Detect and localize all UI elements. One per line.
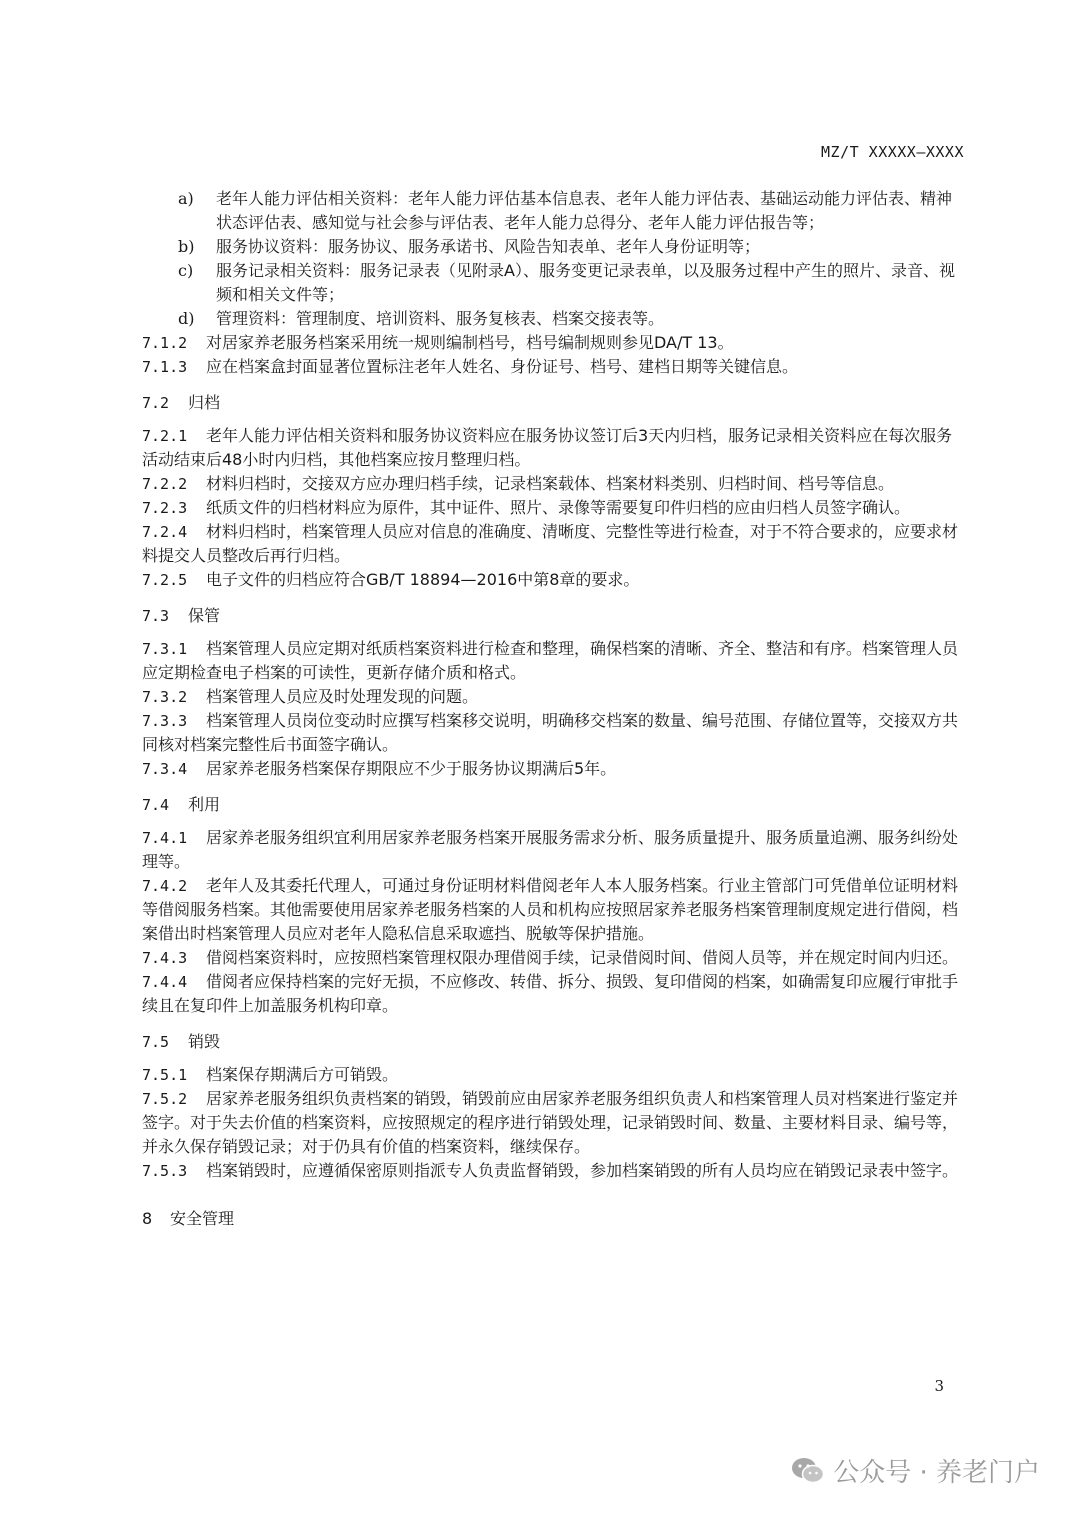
clause-text: 借阅者应保持档案的完好无损，不应修改、转借、拆分、损毁、复印借阅的档案，如确需复印应履行审批手续且在复印件上加盖服务机构印章。: [142, 972, 959, 1015]
document-body: [142, 187, 964, 1231]
clause-text: 档案销毁时，应遵循保密原则指派专人负责监督销毁，参加档案销毁的所有人员均应在销毁记录表中签字。: [206, 1161, 959, 1180]
clause-text: 老年人能力评估相关资料和服务协议资料应在服务协议签订后3天内归档，服务记录相关资料应在每次服务活动结束后48小时内归档，其他档案应按月整理归档。: [142, 426, 953, 469]
chapter-heading-8: [142, 1207, 964, 1231]
clause-text: 应在档案盒封面显著位置标注老年人姓名、身份证号、档号、建档日期等关键信息。: [206, 357, 799, 376]
section-number: 7.2: [142, 394, 170, 412]
clause: [142, 709, 964, 757]
list-item: [142, 259, 964, 307]
clause-text: 档案管理人员应及时处理发现的问题。: [206, 687, 479, 706]
list-marker: c): [178, 261, 194, 280]
clause-number: 7.5.3: [142, 1162, 188, 1180]
clause: [142, 826, 964, 874]
clause: [142, 424, 964, 472]
clause-number: 7.3.4: [142, 760, 188, 778]
clause: [142, 757, 964, 781]
section-title: 归档: [188, 393, 221, 412]
clause-text: 居家养老服务组织宜利用居家养老服务档案开展服务需求分析、服务质量提升、服务质量追溯、服务纠纷处理等。: [142, 828, 959, 871]
clause: [142, 568, 964, 592]
section-heading-7-5: [142, 1030, 964, 1054]
clause-number: 7.2.2: [142, 475, 188, 493]
watermark-text: 公众号 · 养老门户: [833, 1458, 1040, 1488]
section-number: 7.3: [142, 607, 170, 625]
clause-number: 7.2.1: [142, 427, 188, 445]
clause: [142, 1087, 964, 1159]
clause: [142, 520, 964, 568]
clause-text: 材料归档时，档案管理人员应对信息的准确度、清晰度、完整性等进行检查，对于不符合要求的，应要求材料提交人员整改后再行归档。: [142, 522, 959, 565]
document-code: MZ/T XXXXX—XXXX: [821, 143, 964, 161]
section-title: 销毁: [188, 1032, 221, 1051]
watermark: [791, 1452, 1040, 1489]
clause-text: 借阅档案资料时，应按照档案管理权限办理借阅手续，记录借阅时间、借阅人员等，并在规定时间内归还。: [206, 948, 959, 967]
clause-number: 7.3.2: [142, 688, 188, 706]
clause-text: 老年人及其委托代理人，可通过身份证明材料借阅老年人本人服务档案。行业主管部门可凭借单位证明材料等借阅服务档案。其他需要使用居家养老服务档案的人员和机构应按照居家养老服务档案管理制度规定进行借阅，档案借出时档案管理人员应对老年人隐私信息采取遮挡、脱敏等保护措施。: [142, 876, 959, 943]
list-text: 服务协议资料：服务协议、服务承诺书、风险告知表单、老年人身份证明等；: [216, 237, 761, 256]
section-title: 利用: [188, 795, 221, 814]
page-number: 3: [934, 1377, 944, 1395]
clause-text: 电子文件的归档应符合GB/T 18894—2016中第8章的要求。: [206, 570, 640, 589]
list-marker: b): [178, 237, 195, 256]
clause-text: 档案管理人员应定期对纸质档案资料进行检查和整理，确保档案的清晰、齐全、整洁和有序。档案管理人员应定期检查电子档案的可读性，更新存储介质和格式。: [142, 639, 959, 682]
clause: [142, 874, 964, 946]
clause-text: 纸质文件的归档材料应为原件，其中证件、照片、录像等需要复印件归档的应由归档人员签字确认。: [206, 498, 911, 517]
list-text: 老年人能力评估相关资料：老年人能力评估基本信息表、老年人能力评估表、基础运动能力评估表、精神状态评估表、感知觉与社会参与评估表、老年人能力总得分、老年人能力评估报告等；: [216, 189, 953, 232]
list-marker: d): [178, 309, 195, 328]
clause-number: 7.3.1: [142, 640, 188, 658]
section-heading-7-4: [142, 793, 964, 817]
clause-text: 档案管理人员岗位变动时应撰写档案移交说明，明确移交档案的数量、编号范围、存储位置等，交接双方共同核对档案完整性后书面签字确认。: [142, 711, 959, 754]
list-item: [142, 235, 964, 259]
section-title: 保管: [188, 606, 221, 625]
clause: [142, 685, 964, 709]
clause: [142, 1063, 964, 1087]
clause-number: 7.2.4: [142, 523, 188, 541]
list-text: 管理资料：管理制度、培训资料、服务复核表、档案交接表等。: [216, 309, 665, 328]
list-text: 服务记录相关资料：服务记录表（见附录A）、服务变更记录表单，以及服务过程中产生的照片、录音、视频和相关文件等；: [216, 261, 955, 304]
clause: [142, 331, 964, 355]
clause-text: 材料归档时，交接双方应办理归档手续，记录档案载体、档案材料类别、归档时间、档号等信息。: [206, 474, 895, 493]
section-number: 7.5: [142, 1033, 170, 1051]
wechat-icon: [791, 1456, 825, 1486]
clause: [142, 970, 964, 1018]
clause-number: 7.4.1: [142, 829, 188, 847]
clause-text: 居家养老服务档案保存期限应不少于服务协议期满后5年。: [206, 759, 617, 778]
clause: [142, 496, 964, 520]
section-number: 7.4: [142, 796, 170, 814]
chapter-number: 8: [142, 1209, 153, 1228]
clause-number: 7.5.2: [142, 1090, 188, 1108]
clause: [142, 637, 964, 685]
clause: [142, 946, 964, 970]
clause-number: 7.5.1: [142, 1066, 188, 1084]
section-heading-7-3: [142, 604, 964, 628]
clause-number: 7.3.3: [142, 712, 188, 730]
clause-number: 7.2.5: [142, 571, 188, 589]
list-item: [142, 187, 964, 235]
clause-number: 7.4.2: [142, 877, 188, 895]
clause: [142, 355, 964, 379]
chapter-title: 安全管理: [170, 1209, 235, 1228]
section-heading-7-2: [142, 391, 964, 415]
clause-number: 7.4.3: [142, 949, 188, 967]
clause-text: 档案保存期满后方可销毁。: [206, 1065, 399, 1084]
clause: [142, 472, 964, 496]
clause-number: 7.1.3: [142, 358, 188, 376]
list-marker: a): [178, 189, 194, 208]
clause-number: 7.4.4: [142, 973, 188, 991]
list-item: [142, 307, 964, 331]
clause-text: 居家养老服务组织负责档案的销毁，销毁前应由居家养老服务组织负责人和档案管理人员对档案进行鉴定并签字。对于失去价值的档案资料，应按照规定的程序进行销毁处理，记录销毁时间、数量、主要材料目录、编号等，并永久保存销毁记录；对于仍具有价值的档案资料，继续保存。: [142, 1089, 959, 1156]
clause-number: 7.2.3: [142, 499, 188, 517]
clause-text: 对居家养老服务档案采用统一规则编制档号，档号编制规则参见DA/T 13。: [206, 333, 734, 352]
clause-number: 7.1.2: [142, 334, 188, 352]
clause: [142, 1159, 964, 1183]
